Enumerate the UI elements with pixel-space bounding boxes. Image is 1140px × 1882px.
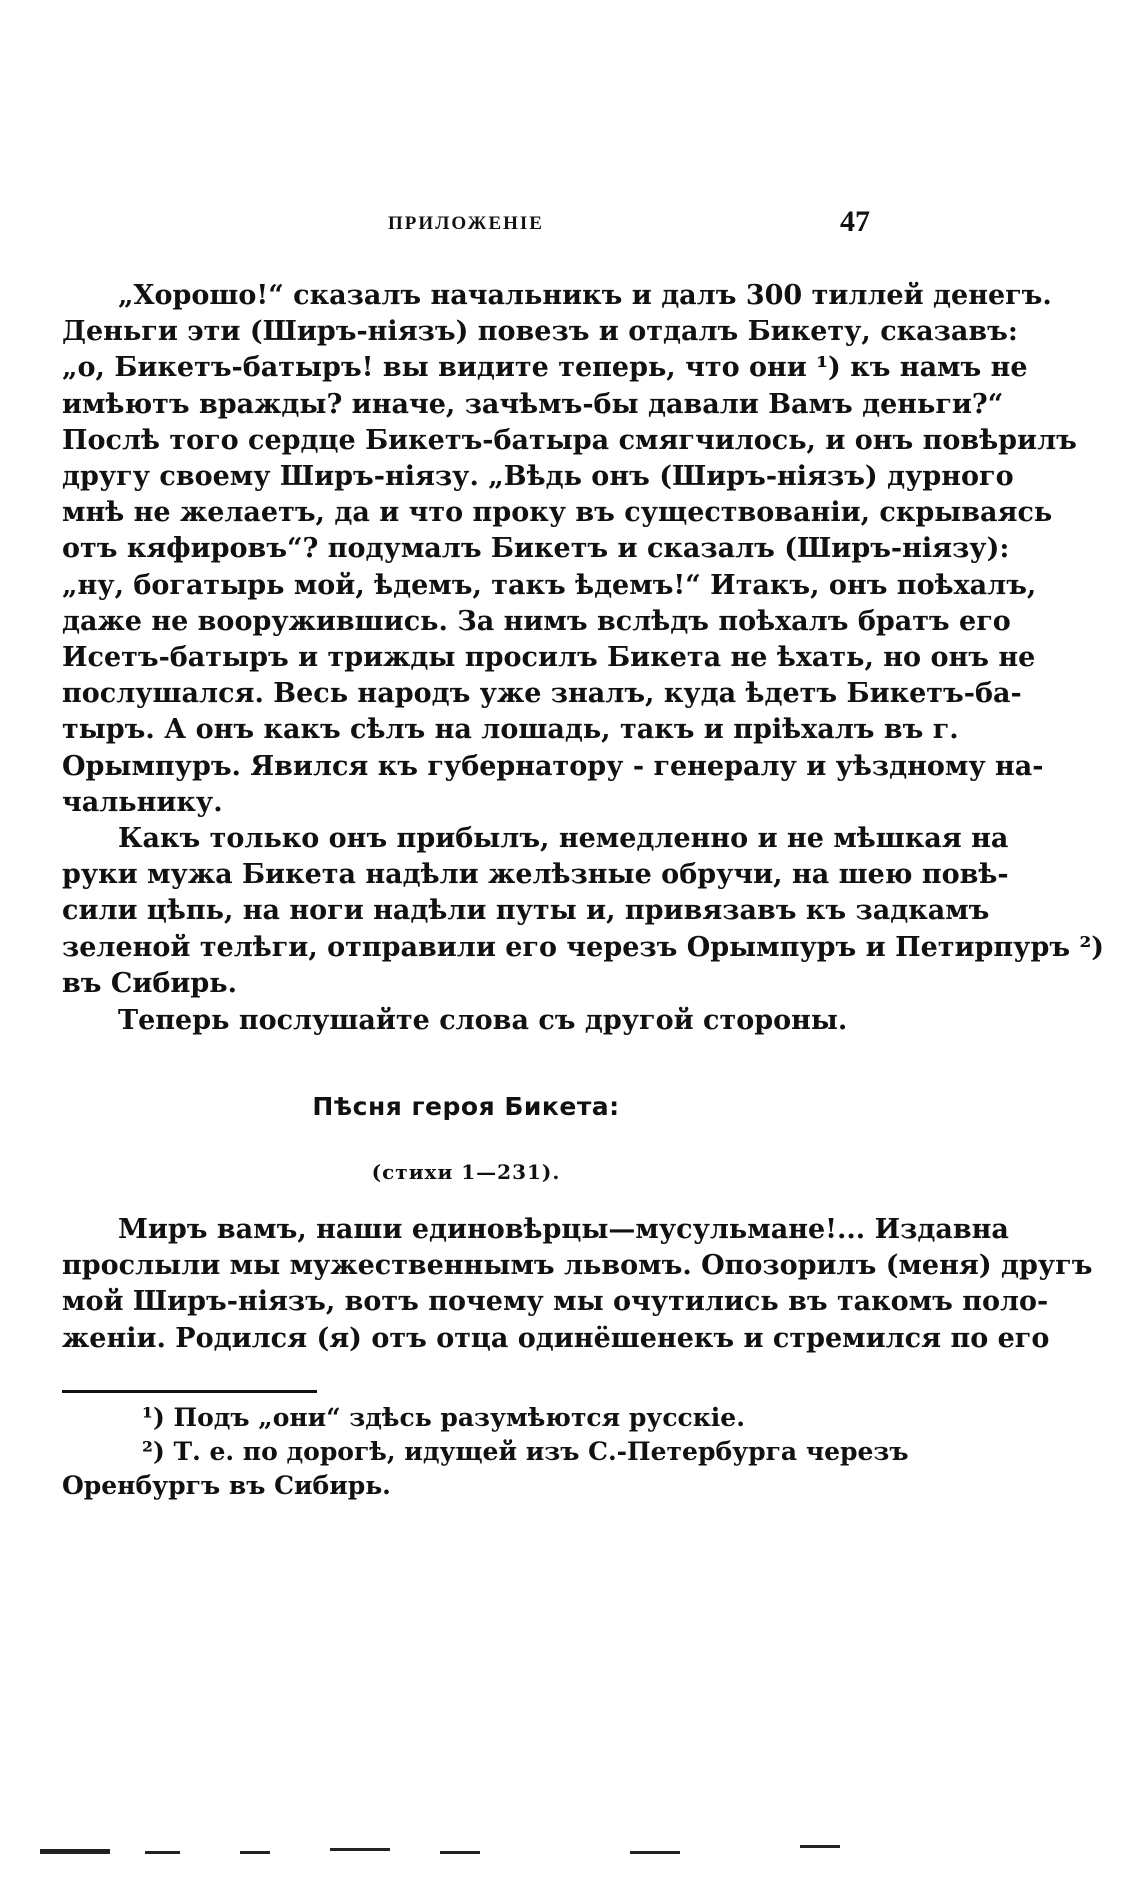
running-head: ПРИЛОЖЕНІЕ [388, 213, 544, 234]
scan-mark [440, 1851, 480, 1854]
text-line: Деньги эти (Ширъ-ніязъ) повезъ и отдалъ Бикету, сказавъ: [62, 316, 1018, 348]
scan-mark [240, 1851, 270, 1854]
footnote-divider [62, 1390, 317, 1393]
paragraph-2 [62, 821, 1105, 1002]
text-line: „Хорошо!“ сказалъ начальникъ и далъ 300 тиллей денегъ. [118, 280, 1052, 311]
text-line: Послѣ того сердце Бикетъ-батыра смягчилось, и онъ повѣрилъ [62, 424, 1077, 456]
text-line: отъ кяфировъ“? подумалъ Бикетъ и сказалъ (Ширъ-ніязу): [62, 533, 1010, 565]
text-line: сили цѣпь, на ноги надѣли путы и, привязавъ къ задкамъ [62, 895, 990, 927]
footnote-2-cont: Оренбургъ въ Сибирь. [62, 1471, 391, 1500]
footnote-2: ²) Т. е. по дорогѣ, идущей изъ С.-Петербурга черезъ [142, 1437, 909, 1466]
text-line: „о, Бикетъ-батыръ! вы видите теперь, что они ¹) къ намъ не [62, 352, 1028, 384]
scan-artifacts [40, 1845, 980, 1857]
scan-mark [330, 1848, 390, 1851]
text-line: Исетъ-батыръ и трижды просилъ Бикета не ѣхать, но онъ не [62, 642, 1036, 674]
main-text [62, 278, 1105, 1002]
footnote-1: ¹) Подъ „они“ здѣсь разумѣются русскіе. [142, 1403, 745, 1432]
text-line: въ Сибирь. [62, 967, 238, 999]
paragraph-3 [62, 1003, 870, 1039]
verses-range: (стихи 1—231). [371, 1160, 561, 1184]
paragraph-1 [62, 278, 1077, 821]
scan-mark [40, 1849, 110, 1854]
text-line: зеленой телѣги, отправили его черезъ Орымпуръ и Петирпуръ ²) [62, 931, 1105, 963]
text-line: прослыли мы мужественнымъ львомъ. Опозорилъ (меня) другъ [62, 1250, 1093, 1282]
text-line: мой Ширъ-ніязъ, вотъ почему мы очутились въ такомъ поло- [62, 1286, 1049, 1318]
page-number: 47 [840, 205, 870, 238]
text-line: Какъ только онъ прибылъ, немедленно и не мѣшкая на [118, 823, 1009, 855]
text-line: мнѣ не желаетъ, да и что проку въ существованіи, скрываясь [62, 497, 1053, 529]
footnotes [62, 1401, 909, 1503]
text-line: тыръ. А онъ какъ сѣлъ на лошадь, такъ и пріѣхалъ въ г. [62, 714, 959, 746]
text-line: женіи. Родился (я) отъ отца одинёшенекъ и стремился по его [62, 1322, 1050, 1354]
text-line: имѣютъ вражды? иначе, зачѣмъ-бы давали Вамъ деньги?“ [62, 388, 1004, 420]
scan-mark [630, 1851, 680, 1854]
text-line: даже не вооружившись. За нимъ вслѣдъ поѣхалъ братъ его [62, 605, 1011, 637]
scan-mark [800, 1845, 840, 1848]
text-line: чальнику. [62, 786, 223, 818]
text-line: „ну, богатырь мой, ѣдемъ, такъ ѣдемъ!“ Итакъ, онъ поѣхалъ, [62, 569, 1037, 601]
song-paragraph [62, 1212, 1093, 1357]
text-line: Теперь послушайте слова съ другой стороны. [118, 1005, 848, 1036]
text-line: Орымпуръ. Явился къ губернатору - генералу и уѣздному на- [62, 750, 1044, 782]
song-title: Пѣсня героя Бикета: [312, 1092, 620, 1121]
text-line: руки мужа Бикета надѣли желѣзные обручи, на шею повѣ- [62, 859, 1009, 891]
text-line: Миръ вамъ, наши единовѣрцы—мусульмане!... Издавна [118, 1214, 1009, 1245]
text-line: другу своему Ширъ-ніязу. „Вѣдь онъ (Ширъ-ніязъ) дурного [62, 461, 1014, 493]
scan-mark [145, 1851, 180, 1854]
text-line: послушался. Весь народъ уже зналъ, куда ѣдетъ Бикетъ-ба- [62, 678, 1022, 710]
page-header [62, 205, 870, 245]
